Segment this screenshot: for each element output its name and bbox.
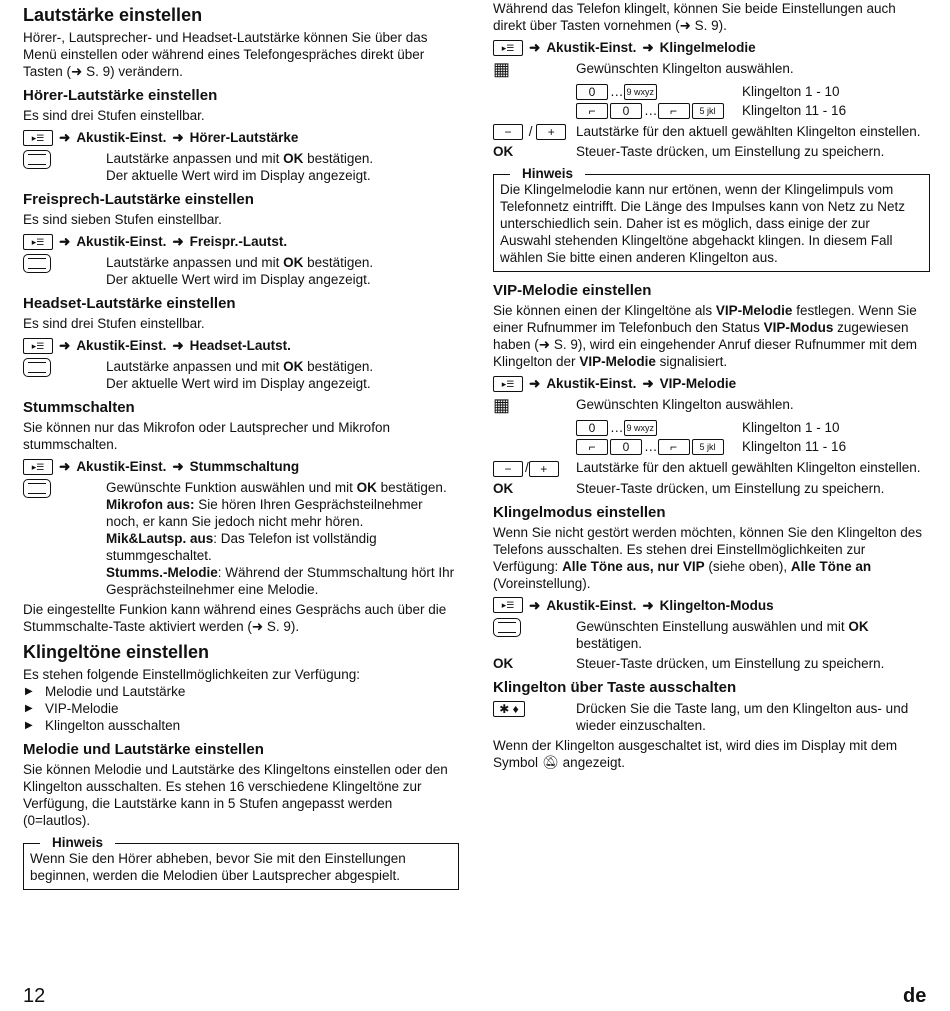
hint-title: Hinweis — [40, 834, 115, 851]
step-text: Gewünschten Einstellung auswählen und mit — [576, 618, 849, 634]
left-column — [23, 0, 459, 900]
arrow-icon: ➜ — [642, 376, 654, 392]
list-item: ▶ VIP-Melodie — [23, 700, 459, 717]
step-text: Steuer-Taste drücken, um Einstellung zu speichern. — [576, 655, 885, 671]
flash-key-icon: ⌐ — [658, 439, 690, 455]
step-modus-ok — [493, 655, 930, 672]
klingeltoene-text: Es stehen folgende Einstellmöglichkeiten zur Verfügung: — [23, 667, 360, 682]
menu-key-icon: ▸☰ — [23, 234, 53, 250]
path-item: Akustik-Einst. — [76, 338, 167, 353]
menu-path-klingel — [493, 39, 930, 56]
ringtone-ranges — [576, 418, 930, 456]
arrow-icon: ➜ — [172, 130, 184, 145]
heading-taste: Klingelton über Taste ausschalten — [493, 678, 737, 696]
flash-key-icon: ⌐ — [576, 103, 608, 119]
ok-label: OK — [493, 480, 514, 496]
freisprech-text: Es sind sieben Stufen einstellbar. — [23, 212, 222, 227]
menu-path-headset — [23, 337, 459, 354]
step-text: Lautstärke anpassen und mit — [106, 255, 284, 270]
arrow-icon: ➜ — [172, 338, 184, 353]
arrow-icon: ➜ — [529, 376, 541, 392]
ringtone-row: ⌐ 0 … ⌐ 5 jkl Klingelton 11 - 16 — [576, 437, 930, 456]
hint-text: Die Klingelmelodie kann nur ertönen, wenn der Klingelimpuls vom Telefonnetz eintrifft. Die Länge des Impulses kann von Netz zu Netz unterschiedlich sein. Daher ist es möglich, dass einige der zur Auswahl stehenden Klingeltöne abgehackt klingen. In diesem Fall wählen Sie bitte einen anderen Klingelton aus. — [500, 182, 905, 266]
flash-key-icon: ⌐ — [576, 439, 608, 455]
arrow-icon: ➜ — [529, 597, 541, 613]
step-text: bestätigen. — [303, 151, 374, 166]
heading-modus: Klingelmodus einstellen — [493, 503, 666, 521]
nav-key-icon — [23, 254, 51, 273]
star-key-icon: ✱ ♦ — [493, 701, 525, 717]
step-text: Lautstärke anpassen und mit — [106, 359, 284, 374]
key-9-icon: 9 wxyz — [624, 84, 658, 100]
page-number: 12 — [23, 985, 46, 1007]
path-item: Klingelmelodie — [659, 40, 756, 55]
ringtone-row: ⌐ 0 … ⌐ 5 jkl Klingelton 11 - 16 — [576, 101, 930, 120]
key-9-icon: 9 wxyz — [624, 420, 658, 436]
headset-text: Es sind drei Stufen einstellbar. — [23, 316, 205, 331]
range-label: Klingelton 11 - 16 — [742, 439, 847, 455]
path-item: Akustik-Einst. — [546, 376, 637, 392]
minus-key-icon: − — [493, 461, 523, 477]
step-text: Steuer-Taste drücken, um Einstellung zu speichern. — [576, 144, 885, 160]
arrow-icon: ➜ — [59, 234, 71, 249]
plus-key-icon: + — [536, 124, 566, 140]
step-text: Der aktuelle Wert wird im Display angezeigt. — [106, 272, 371, 287]
taste-text: Wenn der Klingelton ausgeschaltet ist, wird dies im Display mit dem Symbol 🔕︎ angezeigt. — [493, 737, 898, 770]
path-item: Akustik-Einst. — [76, 130, 167, 145]
step-vip-choose — [493, 396, 930, 415]
ok-label: OK — [283, 255, 304, 270]
step-text: bestätigen. — [376, 480, 447, 495]
arrow-icon: ➜ — [172, 459, 184, 474]
menu-key-icon: ▸☰ — [23, 338, 53, 354]
step-hoerer — [23, 150, 459, 184]
step-text: Steuer-Taste drücken, um Einstellung zu speichern. — [576, 480, 885, 496]
menu-path-vip — [493, 375, 930, 392]
ok-label: OK — [848, 618, 869, 634]
step-klingel-volume: − / + Lautstärke für den aktuell gewählten Klingelton einstellen. — [493, 123, 930, 140]
arrow-icon: ➜ — [59, 130, 71, 145]
path-item: Akustik-Einst. — [76, 459, 167, 474]
ok-label: OK — [493, 655, 514, 671]
nav-key-icon — [23, 358, 51, 377]
ok-label: OK — [493, 144, 514, 160]
step-vip-ok — [493, 480, 930, 497]
path-item: Klingelton-Modus — [659, 597, 774, 613]
menu-key-icon: ▸☰ — [493, 376, 523, 392]
path-item: Akustik-Einst. — [76, 234, 167, 249]
heading-klingeltoene: Klingeltöne einstellen — [23, 642, 210, 662]
step-text: bestätigen. — [303, 255, 374, 270]
heading-stumm: Stummschalten — [23, 399, 135, 416]
menu-key-icon: ▸☰ — [493, 597, 523, 613]
language-code: de — [903, 985, 927, 1007]
step-text: Gewünschten Klingelton auswählen. — [576, 61, 794, 76]
step-klingel-ok — [493, 143, 930, 160]
ringtone-row: 0 … 9 wxyz Klingelton 1 - 10 — [576, 418, 930, 437]
heading-lautstaerke: Lautstärke einstellen — [23, 5, 203, 25]
menu-key-icon: ▸☰ — [23, 130, 53, 146]
heading-vip: VIP-Melodie einstellen — [493, 282, 652, 300]
minus-key-icon: − — [493, 124, 523, 140]
hint-box — [493, 166, 930, 272]
path-item: VIP-Melodie — [659, 376, 737, 392]
step-text: Gewünschten Klingelton auswählen. — [576, 397, 794, 413]
hint-title: Hinweis — [510, 165, 585, 182]
path-item: Freispr.-Lautst. — [189, 234, 288, 249]
option-text: Sie hören Ihren Gesprächsteilnehmer noch, er kann Sie jedoch nicht mehr hören. — [106, 497, 423, 529]
plus-key-icon: + — [529, 461, 559, 477]
step-freisprech — [23, 254, 459, 288]
list-item: ▶ Melodie und Lautstärke — [23, 683, 459, 700]
step-text: bestätigen. — [576, 635, 643, 651]
option-label: Mik&Lautsp. aus — [106, 531, 214, 546]
stumm-text: Sie können nur das Mikrofon oder Lautsprecher und Mikrofon stummschalten. — [23, 420, 390, 452]
arrow-icon: ➜ — [642, 40, 654, 55]
step-modus — [493, 618, 930, 652]
step-text: Gewünschte Funktion auswählen und mit — [106, 480, 357, 495]
arrow-icon: ➜ — [529, 40, 541, 55]
lautstaerke-text: Hörer-, Lautsprecher- und Headset-Lautstärke können Sie über das Menü einstellen oder während eines Telefongespräches direkt über Tasten (➜ S. 9) verändern. — [23, 30, 428, 79]
right-column — [493, 0, 930, 771]
ringer-off-icon: 🔕︎ — [541, 754, 559, 770]
step-text: bestätigen. — [303, 359, 374, 374]
step-text: Der aktuelle Wert wird im Display angezeigt. — [106, 376, 371, 391]
key-0-icon: 0 — [576, 84, 608, 100]
arrow-icon: ➜ — [642, 597, 654, 613]
nav-key-icon — [23, 150, 51, 169]
heading-melodie: Melodie und Lautstärke einstellen — [23, 741, 264, 758]
step-text: Lautstärke für den aktuell gewählten Klingelton einstellen. — [576, 460, 921, 476]
menu-path-stumm — [23, 458, 459, 475]
path-item: Stummschaltung — [189, 459, 300, 474]
option-text: : Während der Stummschaltung hört Ihr Gesprächsteilnehmer eine Melodie. — [106, 565, 455, 597]
step-headset — [23, 358, 459, 392]
list-item: ▶ Klingelton ausschalten — [23, 717, 459, 734]
melodie-text: Sie können Melodie und Lautstärke des Klingeltons einstellen oder den Klingelton ausschalten. Es stehen 16 verschiedene Klingeltöne zur Verfügung, die Lautstärke kann in 5 Stufen angepasst werden (0=lautlos). — [23, 762, 448, 828]
modus-text: Wenn Sie nicht gestört werden möchten, können Sie den Klingelton des Telefons ausschalten. Es stehen drei Einstellmöglichkeiten zur Verfügung: Alle Töne aus, nur VIP (siehe oben), Alle Töne an (Voreinstellung). — [493, 524, 923, 591]
option-text: : Das Telefon ist vollständig stummgeschaltet. — [106, 531, 377, 563]
key-0-icon: 0 — [610, 103, 642, 119]
hint-text: Wenn Sie den Hörer abheben, bevor Sie mit den Einstellungen beginnen, werden die Melodien über Lautsprecher abgespielt. — [30, 851, 406, 883]
step-text: Der aktuelle Wert wird im Display angezeigt. — [106, 168, 371, 183]
bullet-list — [23, 683, 459, 734]
option-label: Mikrofon aus: — [106, 497, 195, 512]
option-label: Stumms.-Melodie — [106, 565, 218, 580]
menu-path-hoerer — [23, 129, 459, 146]
ok-label: OK — [356, 480, 377, 495]
heading-freisprech: Freisprech-Lautstärke einstellen — [23, 191, 254, 208]
key-5-icon: 5 jkl — [692, 103, 724, 119]
menu-path-modus — [493, 597, 930, 614]
step-klingel-choose — [493, 60, 930, 79]
path-item: Akustik-Einst. — [546, 40, 637, 55]
hoerer-text: Es sind drei Stufen einstellbar. — [23, 108, 205, 123]
step-text: Lautstärke für den aktuell gewählten Klingelton einstellen. — [576, 124, 921, 139]
range-label: Klingelton 1 - 10 — [742, 420, 840, 436]
path-item: Akustik-Einst. — [546, 597, 637, 613]
path-item: Headset-Lautst. — [189, 338, 291, 353]
ringtone-ranges — [576, 82, 930, 120]
key-0-icon: 0 — [610, 439, 642, 455]
range-label: Klingelton 1 - 10 — [742, 84, 840, 99]
step-text: Lautstärke anpassen und mit — [106, 151, 284, 166]
step-vip-volume: − / + Lautstärke für den aktuell gewählten Klingelton einstellen. — [493, 459, 930, 476]
arrow-icon: ➜ — [172, 234, 184, 249]
nav-key-icon — [23, 479, 51, 498]
arrow-icon: ➜ — [59, 338, 71, 353]
ringtone-row: 0 … 9 wxyz Klingelton 1 - 10 — [576, 82, 930, 101]
stumm-after: Die eingestellte Funkion kann während eines Gesprächs auch über die Stummschalte-Taste aktiviert werden (➜ S. 9). — [23, 602, 447, 634]
path-item: Hörer-Lautstärke — [189, 130, 299, 145]
menu-key-icon: ▸☰ — [493, 40, 523, 56]
vip-text: Sie können einen der Klingeltöne als VIP-Melodie festlegen. Wenn Sie einer Rufnummer im Telefonbuch den Status VIP-Modus zugewiesen haben (➜ S. 9), wird ein eingehender Anruf dieser Rufnummer mit dem Klingelton der VIP-Melodie signalisiert. — [493, 303, 918, 370]
nav-key-icon — [493, 618, 521, 637]
heading-hoerer: Hörer-Lautstärke einstellen — [23, 87, 218, 104]
heading-headset: Headset-Lautstärke einstellen — [23, 295, 236, 312]
arrow-icon: ➜ — [59, 459, 71, 474]
key-0-icon: 0 — [576, 420, 608, 436]
key-5-icon: 5 jkl — [692, 439, 724, 455]
menu-path-freisprech — [23, 233, 459, 250]
keypad-icon: ▦ — [493, 395, 511, 416]
flash-key-icon: ⌐ — [658, 103, 690, 119]
keypad-icon: ▦ — [493, 59, 511, 79]
step-stumm — [23, 479, 459, 598]
intro-text: Während das Telefon klingelt, können Sie beide Einstellungen auch direkt über Tasten vornehmen (➜ S. 9). — [493, 1, 896, 33]
ok-label: OK — [283, 151, 304, 166]
step-taste — [493, 700, 930, 734]
ok-label: OK — [283, 359, 304, 374]
step-text: Drücken Sie die Taste lang, um den Klingelton aus- und wieder einzuschalten. — [576, 700, 909, 733]
range-label: Klingelton 11 - 16 — [742, 103, 847, 118]
hint-box — [23, 835, 459, 890]
menu-key-icon: ▸☰ — [23, 459, 53, 475]
